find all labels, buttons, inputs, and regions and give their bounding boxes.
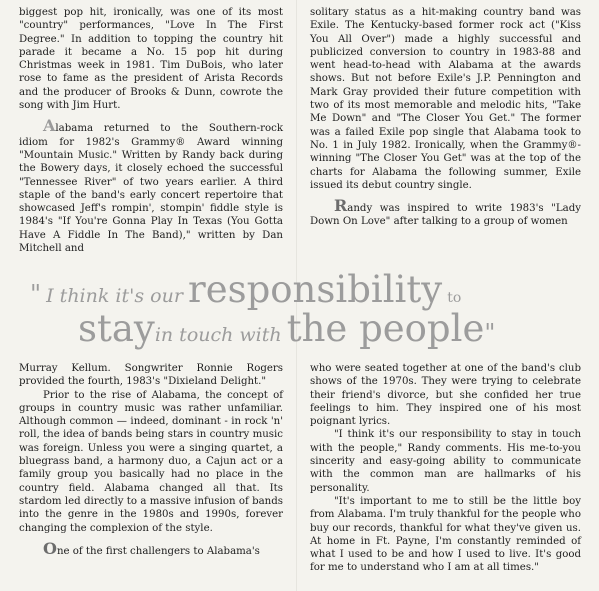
paragraph: solitary status as a hit-making country band was Exile. The Kentucky-based former rock act ("Kiss You All Over") made a highly successful and publicized conversion to country in 1983-88 and went head-to-head with Alabama at the awards shows. But not before Exile's J.P. Pennington and Mark Gray provided their future competition with two of its most memorable and melodic hits, "Take Me Down" and "The Closer You Get." The former was a failed Exile pop single that Alabama took to No. 1 in July 1982. Ironically, when the Grammy®-winning "The Closer You Get" was at the top of the charts for Alabama the following summer, Exile issued its debut country single.: [310, 7, 581, 191]
paragraph-text: ne of the first challengers to Alabama's: [56, 545, 260, 557]
pull-quote-emphasis: stay: [78, 307, 155, 350]
open-quote-mark: ": [30, 280, 42, 308]
paragraph: Prior to the rise of Alabama, the concept of groups in country music was rather unfamiliar. Although common — indeed, dominant - in rock 'n' roll, the idea of bands being stars in country music was foreign. Unless you were a singing quartet, a bluegrass band, a harmony duo, a Cajun act or a family group you basically had no place in the country field. Alabama changed all that. Its stardom led directly to a massive infusion of bands into the genre in the 1980s and 1990s, forever changing the complexion of the style.: [19, 389, 283, 534]
paragraph: who were seated together at one of the band's club shows of the 1970s. They were trying to celebrate their friend's divorce, but she confided her true feelings to him. They inspired one of his most poignant lyrics.: [310, 363, 581, 428]
pull-quote-emphasis: responsibility: [188, 268, 443, 311]
pull-quote-line-2: [78, 307, 495, 350]
paragraph: Murray Kellum. Songwriter Ronnie Rogers provided the fourth, 1983's "Dixieland Delight.": [19, 363, 283, 388]
paragraph: [19, 538, 283, 558]
column-top-right: [310, 6, 581, 229]
paragraph: "I think it's our responsibility to stay in touch with the people," Randy comments. His me-to-you sincerity and easy-going ability to communicate with the common man are hallmarks of his personality.: [310, 429, 581, 494]
paragraph-text: andy was inspired to write 1983's "Lady Down On Love" after talking to a group of women: [310, 203, 581, 228]
pull-quote-text: I think it's our: [46, 285, 183, 307]
drop-cap: R: [334, 196, 348, 216]
drop-cap: A: [43, 116, 56, 136]
paragraph-text: labama returned to the Southern-rock idiom for 1982's Grammy® Award winning "Mountain Music." Written by Randy back during the Bowery days, it closely echoed the successful "Tennessee River" of two years earlier. A third staple of the band's early concert repertoire that showcased Jeff's rompin', stompin' fiddle style is 1984's "If You're Gonna Play In Texas (You Gotta Have A Fiddle In The Band)," written by Dan Mitchell and: [19, 123, 283, 255]
column-top-left: [19, 6, 283, 255]
paragraph: [310, 196, 581, 229]
close-quote-mark: ": [484, 319, 496, 347]
pull-quote-text: to: [447, 290, 462, 306]
column-bottom-right: [310, 362, 581, 575]
paragraph: "It's important to me to still be the little boy from Alabama. I'm truly thankful for the people who buy our records, thankful for what they've given us. At home in Ft. Payne, I'm constantly reminded of what I used to be and how I used to live. It's good for me to understand who I am at all times.": [310, 495, 581, 574]
paragraph: biggest pop hit, ironically, was one of its most "country" performances, "Love In The First Degree." In addition to topping the country hit parade it became a No. 15 pop hit during Christmas week in 1981. Tim DuBois, who later rose to fame as the president of Arista Records and the producer of Brooks & Dunn, cowrote the song with Jim Hurt.: [19, 7, 283, 112]
column-bottom-left: [19, 362, 283, 558]
pull-quote-emphasis: the people: [286, 307, 485, 350]
paragraph: [19, 116, 283, 255]
drop-cap: O: [43, 538, 57, 558]
pull-quote-text: in touch with: [154, 324, 282, 346]
pull-quote-line-1: [30, 268, 461, 311]
pull-quote: [0, 252, 599, 352]
